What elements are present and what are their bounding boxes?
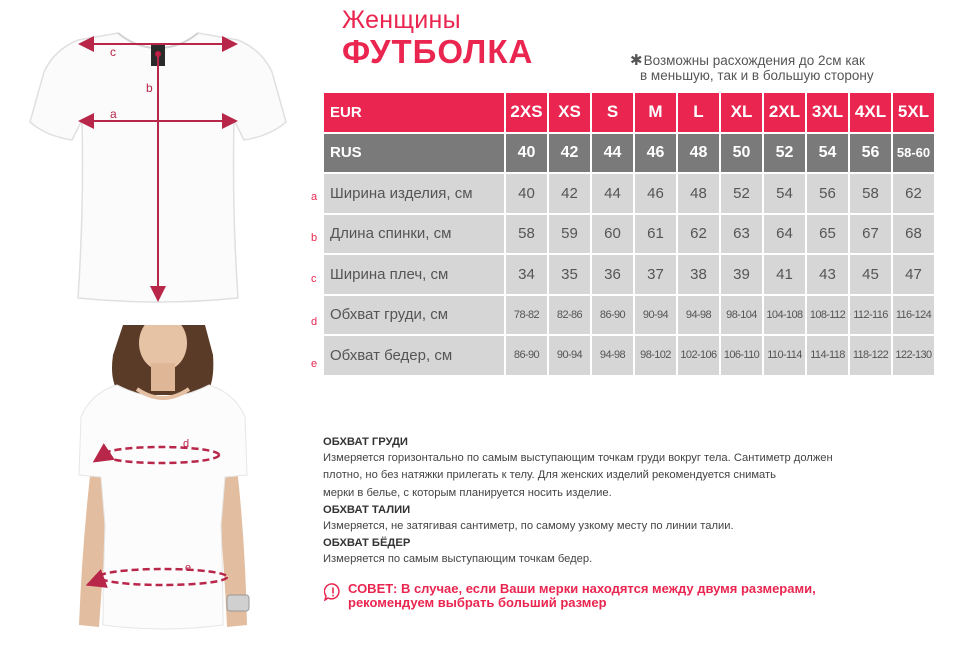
woman-measurement-figure bbox=[55, 325, 270, 645]
table-cell: 68 bbox=[893, 215, 934, 254]
row-letter: a bbox=[311, 191, 318, 203]
table-cell: 54 bbox=[764, 174, 805, 213]
diagram-label-c: c bbox=[110, 45, 116, 59]
table-cell: 118-122 bbox=[850, 336, 891, 375]
table-cell: 42 bbox=[549, 134, 590, 173]
exclamation-bubble-icon bbox=[324, 583, 342, 601]
table-cell: S bbox=[592, 93, 633, 132]
table-cell: 106-110 bbox=[721, 336, 762, 375]
size-tolerance-note bbox=[630, 53, 910, 83]
wristwatch bbox=[227, 595, 249, 611]
table-cell: 2XS bbox=[506, 93, 547, 132]
table-cell: 46 bbox=[635, 174, 676, 213]
chest-title: ОБХВАТ ГРУДИ bbox=[323, 436, 408, 448]
table-cell: 58 bbox=[506, 215, 547, 254]
row-label: Ширина плеч, см bbox=[324, 255, 504, 294]
measurement-row bbox=[324, 174, 934, 213]
table-cell: 40 bbox=[506, 134, 547, 173]
advice-line-2: рекомендуем выбрать больший размер bbox=[348, 595, 607, 610]
table-cell: 61 bbox=[635, 215, 676, 254]
table-cell: 104-108 bbox=[764, 296, 805, 335]
measurement-row bbox=[324, 215, 934, 254]
table-cell: 37 bbox=[635, 255, 676, 294]
eur-size-row bbox=[324, 93, 934, 132]
table-cell: XS bbox=[549, 93, 590, 132]
table-cell: 46 bbox=[635, 134, 676, 173]
worn-tshirt bbox=[79, 385, 247, 629]
table-cell: 36 bbox=[592, 255, 633, 294]
waist-title: ОБХВАТ ТАЛИИ bbox=[323, 503, 411, 516]
table-cell: 82-86 bbox=[549, 296, 590, 335]
hips-title: ОБХВАТ БЁДЕР bbox=[323, 537, 411, 550]
table-cell: 34 bbox=[506, 255, 547, 294]
chest-text-2: плотно, но без натяжки прилегать к телу. Для женских изделий рекомендуется снимать bbox=[323, 469, 776, 482]
table-cell: 67 bbox=[850, 215, 891, 254]
tshirt-size-diagram bbox=[0, 0, 300, 310]
table-cell: 40 bbox=[506, 174, 547, 213]
table-cell: 122-130 bbox=[893, 336, 934, 375]
note-line-1: Возможны расхождения до 2см как bbox=[643, 53, 865, 68]
table-cell: 43 bbox=[807, 255, 848, 294]
table-cell: 50 bbox=[721, 134, 762, 173]
table-cell: 2XL bbox=[764, 93, 805, 132]
table-cell: 98-102 bbox=[635, 336, 676, 375]
table-cell: 116-124 bbox=[893, 296, 934, 335]
table-cell: 86-90 bbox=[592, 296, 633, 335]
waist-text: Измеряется, не затягивая сантиметр, по самому узкому месту по линии талии. bbox=[323, 520, 734, 533]
size-advice bbox=[327, 582, 887, 610]
advice-line-1: СОВЕТ: В случае, если Ваши мерки находятся между двумя размерами, bbox=[348, 581, 816, 596]
measurement-row bbox=[324, 255, 934, 294]
hips-text: Измеряется по самым выступающим точкам бедер. bbox=[323, 553, 593, 566]
table-cell: 52 bbox=[721, 174, 762, 213]
chest-text-3: мерки в белье, с которым планируется носить изделие. bbox=[323, 486, 612, 499]
table-cell: 110-114 bbox=[764, 336, 805, 375]
row-label: Обхват груди, см bbox=[324, 296, 504, 335]
table-cell: L bbox=[678, 93, 719, 132]
table-cell: 60 bbox=[592, 215, 633, 254]
chest-text-1: Измеряется горизонтально по самым выступающим точкам груди вокруг тела. Сантиметр должен bbox=[323, 452, 833, 465]
table-cell: 112-116 bbox=[850, 296, 891, 335]
rus-size-row bbox=[324, 134, 934, 173]
row-label: Длина спинки, см bbox=[324, 215, 504, 254]
table-cell: 62 bbox=[678, 215, 719, 254]
diagram-label-e: e bbox=[185, 562, 192, 574]
diagram-label-d: d bbox=[183, 438, 190, 450]
table-cell: 90-94 bbox=[549, 336, 590, 375]
table-cell: 48 bbox=[678, 134, 719, 173]
table-cell: 102-106 bbox=[678, 336, 719, 375]
table-cell: 3XL bbox=[807, 93, 848, 132]
category-title: Женщины bbox=[342, 6, 461, 34]
row-letter: c bbox=[311, 273, 317, 285]
table-cell: 94-98 bbox=[678, 296, 719, 335]
table-cell: 4XL bbox=[850, 93, 891, 132]
table-cell: 39 bbox=[721, 255, 762, 294]
measurement-row bbox=[324, 296, 934, 335]
table-cell: 108-112 bbox=[807, 296, 848, 335]
table-cell: 42 bbox=[549, 174, 590, 213]
table-cell: 41 bbox=[764, 255, 805, 294]
table-cell: 62 bbox=[893, 174, 934, 213]
table-cell: 65 bbox=[807, 215, 848, 254]
table-cell: 86-90 bbox=[506, 336, 547, 375]
table-cell: 35 bbox=[549, 255, 590, 294]
table-cell: 48 bbox=[678, 174, 719, 213]
table-cell: 114-118 bbox=[807, 336, 848, 375]
table-cell: 54 bbox=[807, 134, 848, 173]
table-cell: 63 bbox=[721, 215, 762, 254]
diagram-label-a: a bbox=[110, 107, 117, 121]
table-cell: 44 bbox=[592, 134, 633, 173]
table-cell: 94-98 bbox=[592, 336, 633, 375]
measurement-descriptions bbox=[323, 434, 883, 569]
row-label: Обхват бедер, см bbox=[324, 336, 504, 375]
table-cell: 52 bbox=[764, 134, 805, 173]
row-label: EUR bbox=[324, 93, 504, 132]
note-line-2: в меньшую, так и в большую сторону bbox=[640, 68, 874, 83]
table-cell: 38 bbox=[678, 255, 719, 294]
table-cell: M bbox=[635, 93, 676, 132]
diagram-label-b: b bbox=[146, 81, 153, 95]
asterisk-icon: ✱ bbox=[630, 52, 643, 69]
row-letter: e bbox=[311, 358, 318, 370]
row-label: RUS bbox=[324, 134, 504, 173]
table-cell: 5XL bbox=[893, 93, 934, 132]
table-cell: 45 bbox=[850, 255, 891, 294]
size-table bbox=[322, 91, 936, 377]
table-cell: 78-82 bbox=[506, 296, 547, 335]
table-cell: 58-60 bbox=[893, 134, 934, 173]
table-cell: 56 bbox=[807, 174, 848, 213]
table-cell: 64 bbox=[764, 215, 805, 254]
table-cell: 44 bbox=[592, 174, 633, 213]
product-title: ФУТБОЛКА bbox=[342, 33, 534, 70]
table-cell: 90-94 bbox=[635, 296, 676, 335]
table-cell: XL bbox=[721, 93, 762, 132]
table-cell: 58 bbox=[850, 174, 891, 213]
row-label: Ширина изделия, см bbox=[324, 174, 504, 213]
row-letter: d bbox=[311, 316, 318, 328]
table-cell: 59 bbox=[549, 215, 590, 254]
table-cell: 98-104 bbox=[721, 296, 762, 335]
row-letter: b bbox=[311, 232, 318, 244]
measurement-row bbox=[324, 336, 934, 375]
table-cell: 56 bbox=[850, 134, 891, 173]
table-cell: 47 bbox=[893, 255, 934, 294]
